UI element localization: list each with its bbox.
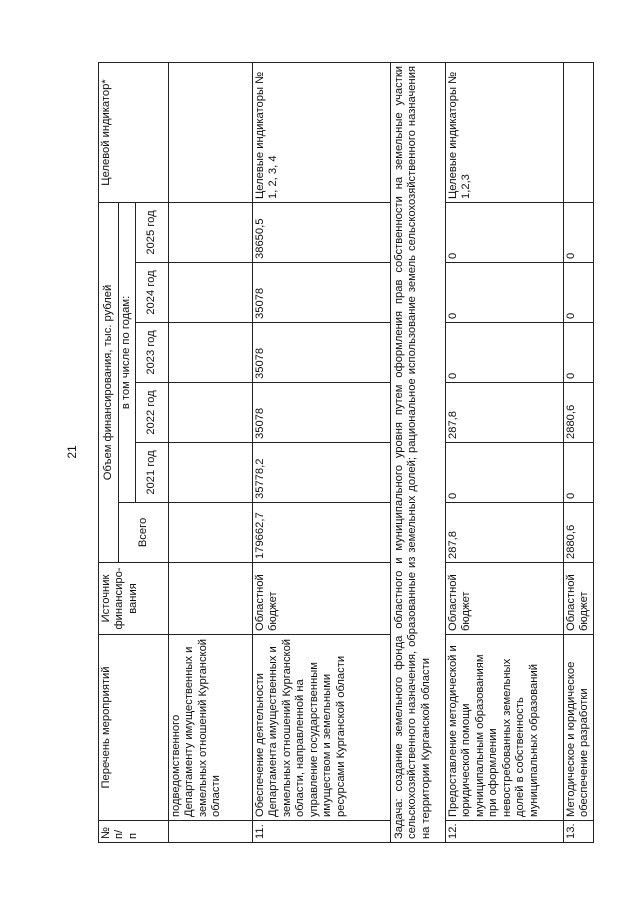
row-y2024: 0 [564,263,594,323]
row-num: 12. [446,821,564,843]
header-year: 2021 год [136,443,169,503]
row-y2023 [169,323,253,383]
header-total: Всего [119,503,169,563]
table-row [564,62,594,842]
row-y2024: 35078 [253,263,391,323]
table-row [446,62,564,842]
row-y2022 [169,383,253,443]
task-row [391,62,446,842]
row-y2022: 287,8 [446,383,564,443]
row-y2023: 0 [564,323,594,383]
row-num: 13. [564,821,594,843]
row-total: 287,8 [446,503,564,563]
row-y2022: 35078 [253,383,391,443]
row-total [169,503,253,563]
table-row [169,62,253,842]
task-text: Задача: создание земельного фонда областного и муниципального уровня путем оформления прав собственности на земельные участки сельскохозяйственного назначения, образованные из земельных долей; рациональное использование земель сельскохозяйственного назначения на территории Курганской области [391,62,446,842]
row-y2023: 0 [446,323,564,383]
page-number: 21 [65,445,79,459]
header-indicator: Целевой индикатор* [99,62,169,202]
row-y2025: 0 [446,202,564,262]
row-activity: подведомственного Департаменту имущественных и земельных отношений Курганской области [169,635,253,821]
row-indicator [169,62,253,202]
funding-table [98,62,594,843]
header-funding: Объем финансирования, тыс. рублей [99,202,119,562]
row-y2021 [169,443,253,503]
header-year: 2022 год [136,383,169,443]
row-activity: Методическое и юридическое обеспечение разработки [564,635,594,821]
header-by-years: в том числе по годам: [119,202,136,502]
row-y2021: 35778,2 [253,443,391,503]
row-y2023: 35078 [253,323,391,383]
row-y2025 [169,202,253,262]
header-year: 2023 год [136,323,169,383]
row-num: 11. [253,821,391,843]
row-y2024 [169,263,253,323]
row-y2024: 0 [446,263,564,323]
row-indicator: Целевые индикаторы № 1, 2, 3, 4 [253,62,391,202]
header-source: Источник финансиро-вания [99,563,169,635]
row-activity: Обеспечение деятельности Департамента имущественных и земельных отношений Курганской области, направленной на управление государственным имуществом и земельными ресурсами Курганской области [253,635,391,821]
row-indicator: Целевые индикаторы № 1,2,3 [446,62,564,202]
row-y2021: 0 [446,443,564,503]
row-y2022: 2880,6 [564,383,594,443]
row-activity: Предоставление методической и юридической помощи муниципальным образованиям при оформлении невостребованных земельных долей в собственность муниципальных образований [446,635,564,821]
header-activities: Перечень мероприятий [99,635,169,821]
row-source: Областной бюджет [253,563,391,635]
header-num: № п/п [99,821,169,843]
row-y2025: 0 [564,202,594,262]
row-y2025: 38650,5 [253,202,391,262]
header-row-1 [99,62,119,842]
row-num [169,821,253,843]
row-source [169,563,253,635]
row-source: Областной бюджет [446,563,564,635]
row-total: 179662,7 [253,503,391,563]
row-indicator [564,62,594,202]
header-year: 2024 год [136,263,169,323]
rotated-table-container [98,63,591,843]
row-source: Областной бюджет [564,563,594,635]
header-year: 2025 год [136,202,169,262]
row-y2021: 0 [564,443,594,503]
row-total: 2880,6 [564,503,594,563]
table-row [253,62,391,842]
